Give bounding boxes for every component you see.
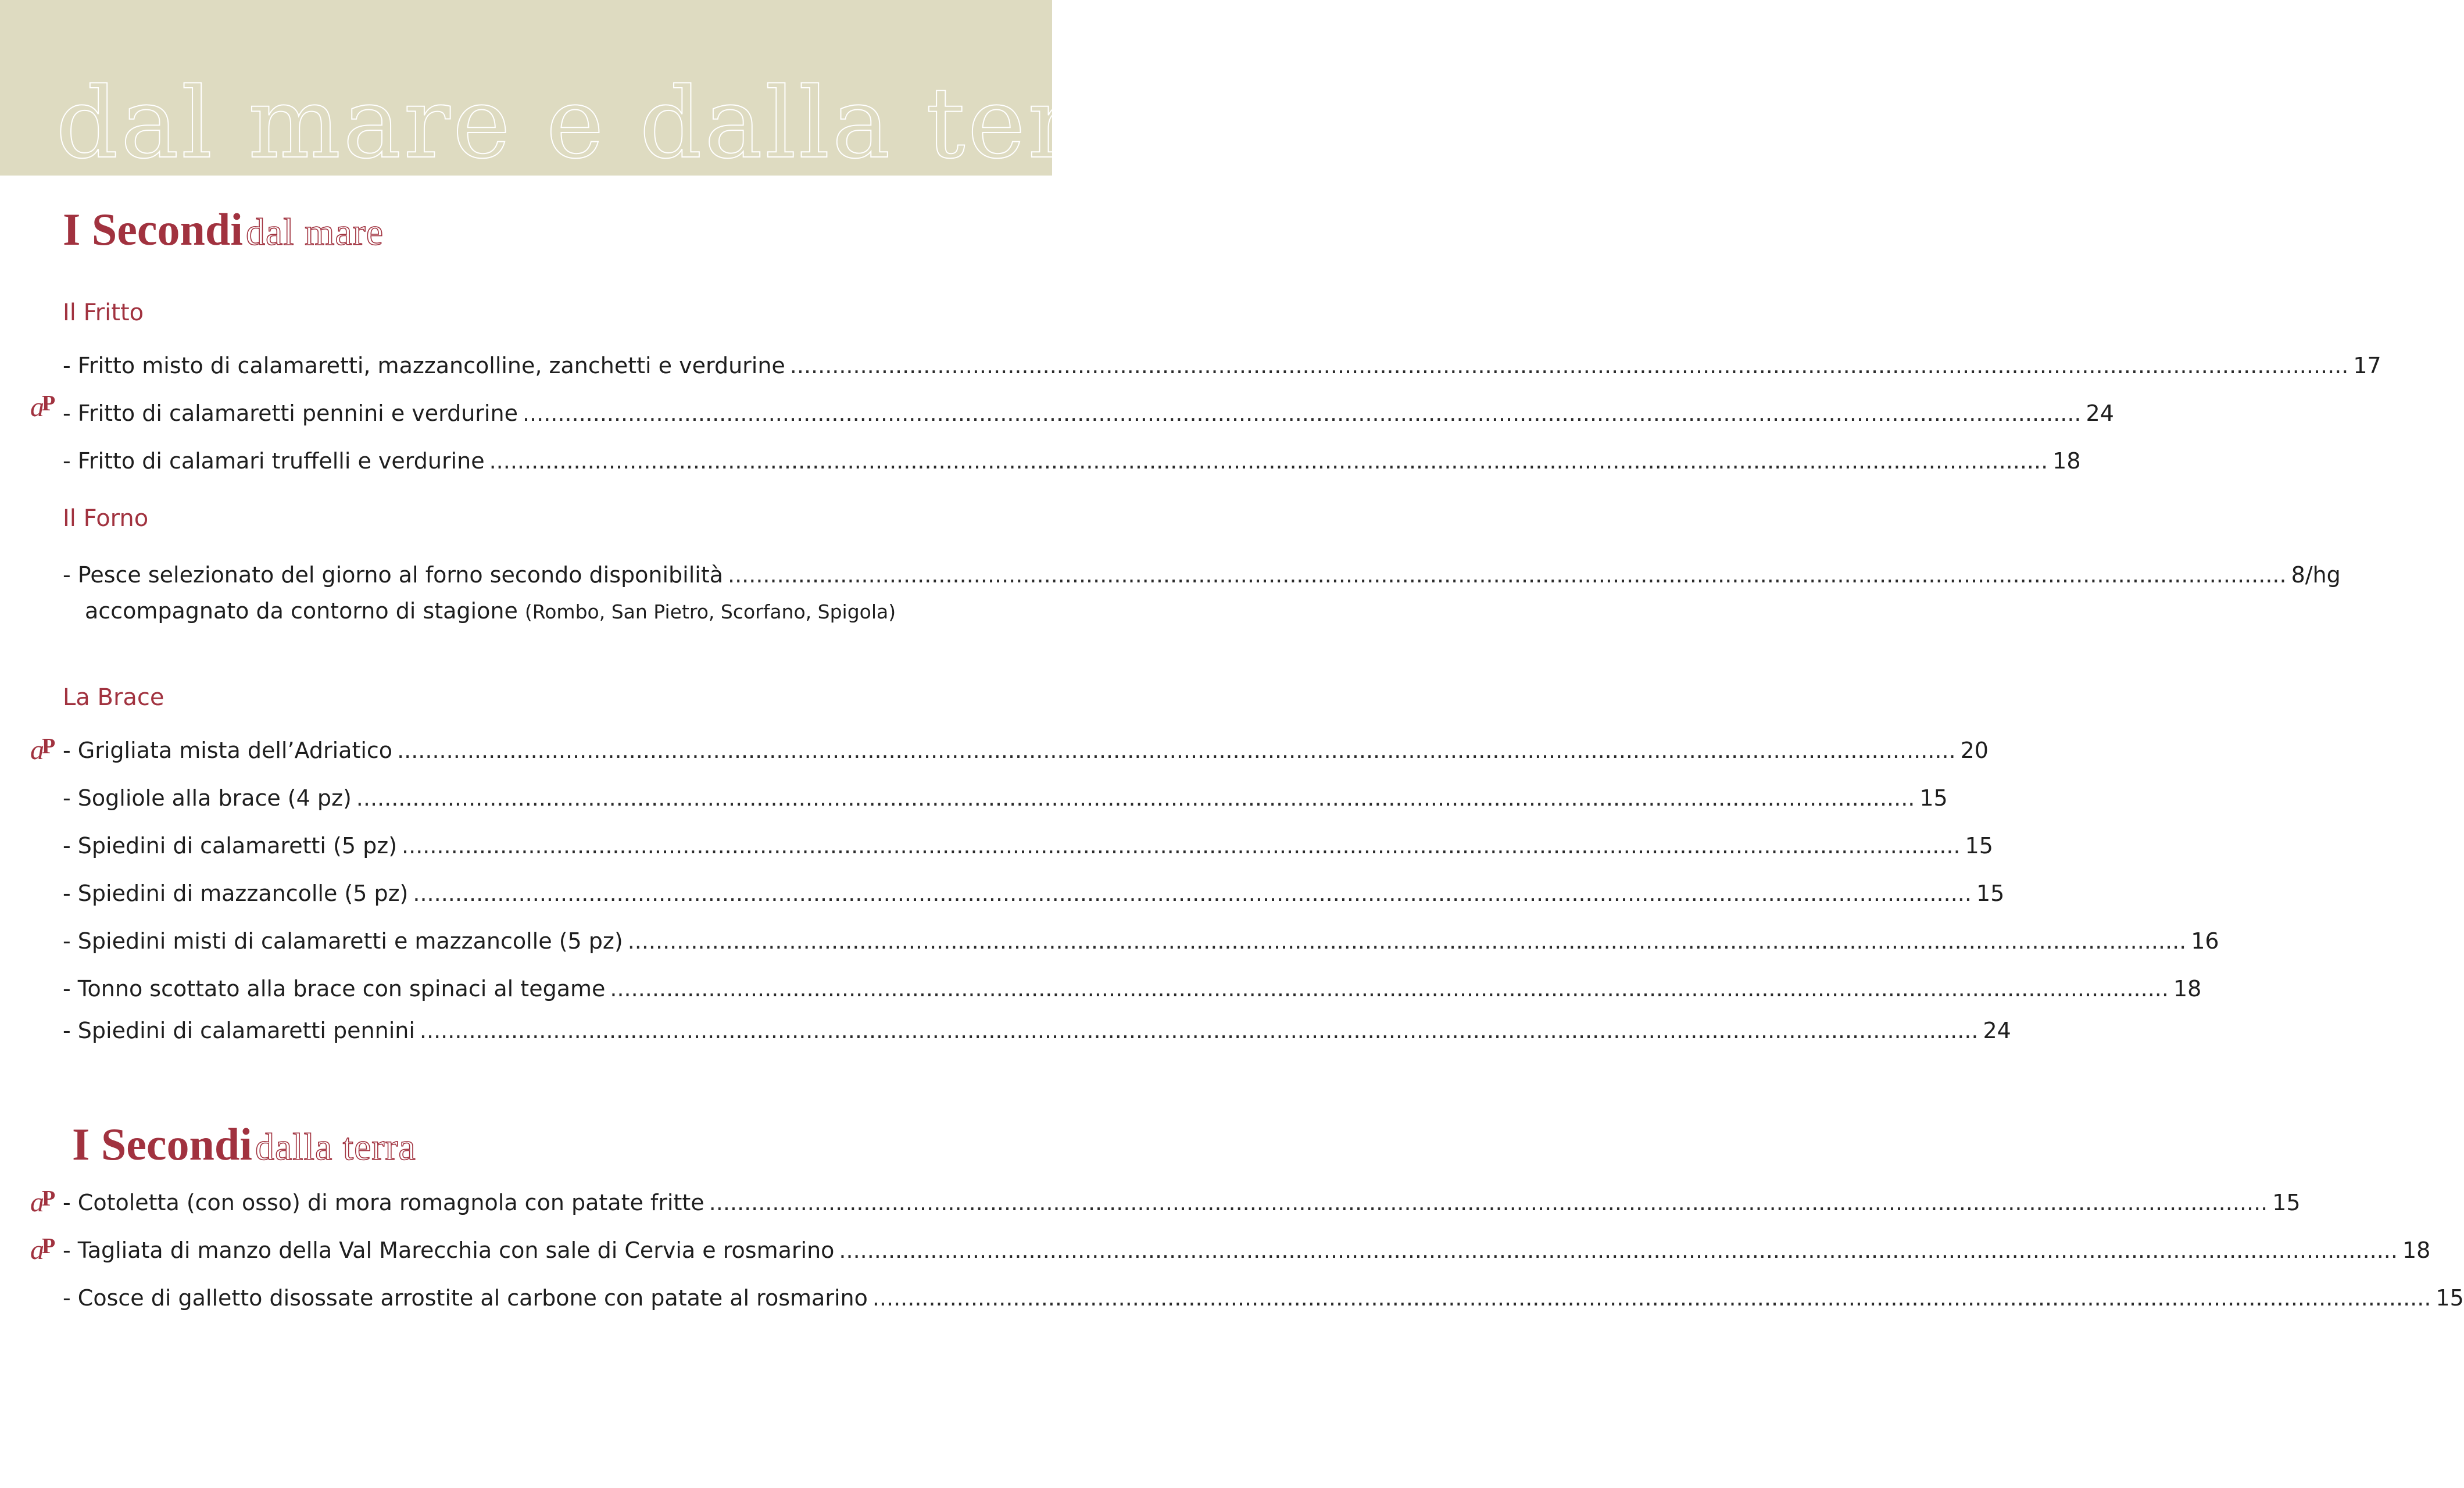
menu-item-name: - Sogliole alla brace (4 pz) <box>63 785 352 811</box>
menu-item <box>63 1181 2301 1215</box>
banner-title: dal mare e dalla terra <box>56 66 1186 180</box>
subhead-fritto: Il Fritto <box>63 299 144 326</box>
section-title-terra-strong: I Secondi <box>72 1119 252 1169</box>
menu-item <box>63 1229 2431 1263</box>
section-title-mare <box>63 204 384 255</box>
dot-leader <box>872 1287 2431 1309</box>
menu-item <box>63 1009 2011 1043</box>
section-title-terra-light: dalla terra <box>255 1126 416 1168</box>
menu-item-name: - Cotoletta (con osso) di mora romagnola con patate fritte <box>63 1190 704 1215</box>
subhead-forno: Il Forno <box>63 505 149 532</box>
menu-item-price: 18 <box>2052 448 2081 474</box>
menu-item-price: 20 <box>1960 738 1989 763</box>
dot-leader <box>356 787 1915 809</box>
menu-item-price: 15 <box>2436 1285 2464 1311</box>
menu-item <box>63 920 2219 954</box>
dot-leader <box>489 450 2048 472</box>
dot-leader <box>790 355 2349 377</box>
menu-item-price: 8/hg <box>2291 562 2341 588</box>
house-logo-icon <box>29 1233 62 1264</box>
menu-item <box>63 553 2341 588</box>
svg-text:a: a <box>30 1187 44 1218</box>
section-title-mare-light: dal mare <box>246 211 384 253</box>
dot-leader <box>628 930 2187 952</box>
dot-leader <box>709 1192 2268 1214</box>
menu-item-note <box>85 600 896 622</box>
dot-leader <box>523 402 2082 424</box>
house-logo-icon <box>29 391 62 421</box>
menu-item-price: 16 <box>2191 928 2219 954</box>
menu-item <box>63 344 2381 378</box>
menu-item-name: - Fritto di calamari truffelli e verdurine <box>63 448 485 474</box>
menu-item-name: - Pesce selezionato del giorno al forno secondo disponibilità <box>63 562 724 588</box>
menu-item-price: 15 <box>2272 1190 2301 1215</box>
menu-item-name: - Fritto misto di calamaretti, mazzancolline, zanchetti e verdurine <box>63 353 785 378</box>
menu-item-price: 24 <box>1983 1018 2011 1043</box>
menu-item-price: 15 <box>1965 833 1993 859</box>
svg-text:P: P <box>42 1234 56 1258</box>
dot-leader <box>402 835 1961 857</box>
menu-item <box>63 872 2005 906</box>
menu-item-name: - Grigliata mista dell’Adriatico <box>63 738 393 763</box>
menu-item-name: - Spiedini di mazzancolle (5 pz) <box>63 881 409 906</box>
section-title-mare-strong: I Secondi <box>63 204 243 255</box>
menu-item-price: 15 <box>1919 785 1948 811</box>
menu-item-price: 18 <box>2173 976 2202 1001</box>
menu-item <box>63 967 2202 1001</box>
dot-leader <box>420 1020 1979 1042</box>
note-fish-list: (Rombo, San Pietro, Scorfano, Spigola) <box>524 600 896 623</box>
menu-item <box>63 392 2114 426</box>
menu-item-name: - Spiedini misti di calamaretti e mazzancolle (5 pz) <box>63 928 623 954</box>
menu-item-price: 17 <box>2353 353 2381 378</box>
dot-leader <box>610 978 2169 1000</box>
menu-item-name: - Tonno scottato alla brace con spinaci al tegame <box>63 976 606 1001</box>
dot-leader <box>413 882 1972 904</box>
dot-leader <box>839 1239 2398 1261</box>
svg-text:a: a <box>30 1235 44 1265</box>
subhead-brace: La Brace <box>63 684 164 711</box>
menu-item <box>63 777 1948 811</box>
menu-item-name: - Spiedini di calamaretti pennini <box>63 1018 415 1043</box>
menu-item-name: - Fritto di calamaretti pennini e verdurine <box>63 400 518 426</box>
dot-leader <box>397 739 1956 761</box>
menu-item-price: 15 <box>1976 881 2005 906</box>
svg-text:P: P <box>42 734 56 759</box>
house-logo-icon <box>29 1186 62 1216</box>
menu-item <box>63 1276 2464 1311</box>
svg-text:P: P <box>42 391 56 416</box>
menu-item <box>63 729 1989 763</box>
svg-text:P: P <box>42 1186 56 1211</box>
header-banner <box>0 0 1186 180</box>
note-main: accompagnato da contorno di stagione <box>85 598 518 624</box>
menu-item-name: - Spiedini di calamaretti (5 pz) <box>63 833 398 859</box>
menu-item-price: 18 <box>2402 1237 2431 1263</box>
dot-leader <box>728 564 2287 586</box>
menu-item-price: 24 <box>2086 400 2114 426</box>
menu-item <box>63 824 1993 859</box>
menu-item <box>63 439 2081 474</box>
svg-text:a: a <box>30 392 44 423</box>
house-logo-icon <box>29 734 62 764</box>
section-title-terra <box>72 1119 416 1169</box>
menu-item-name: - Cosce di galletto disossate arrostite al carbone con patate al rosmarino <box>63 1285 868 1311</box>
menu-item-name: - Tagliata di manzo della Val Marecchia con sale di Cervia e rosmarino <box>63 1237 835 1263</box>
svg-text:a: a <box>30 735 44 766</box>
